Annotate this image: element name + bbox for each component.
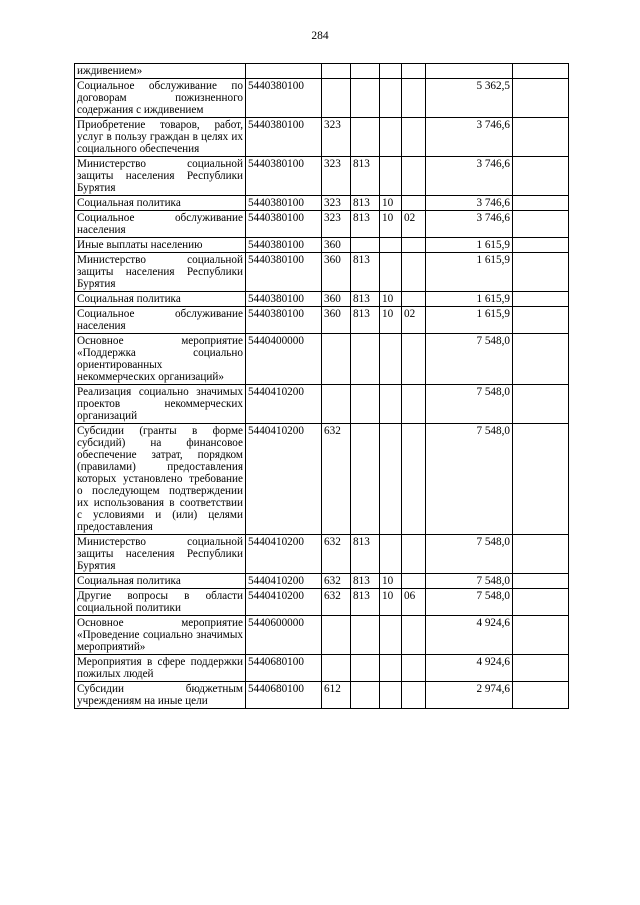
target-code: 5440680100 [246,655,322,682]
ministry-code: 813 [351,574,380,589]
subsection-code [402,64,426,79]
subsection-code [402,157,426,196]
expense-type: 632 [322,589,351,616]
table-row [75,385,569,424]
empty-column [513,64,569,79]
amount: 7 548,0 [426,424,513,535]
row-name: Министерство социальной защиты населения Республики Бурятия [75,157,246,196]
ministry-code: 813 [351,535,380,574]
empty-column [513,238,569,253]
empty-column [513,79,569,118]
row-name: Субсидии бюджетным учреждениям на иные цели [75,682,246,709]
expense-type: 323 [322,196,351,211]
section-code: 10 [380,292,402,307]
expense-type: 632 [322,424,351,535]
expense-type [322,385,351,424]
target-code: 5440380100 [246,238,322,253]
section-code: 10 [380,574,402,589]
ministry-code [351,655,380,682]
expense-type [322,616,351,655]
empty-column [513,253,569,292]
empty-column [513,157,569,196]
amount [426,64,513,79]
section-code [380,535,402,574]
empty-column [513,118,569,157]
subsection-code: 06 [402,589,426,616]
section-code: 10 [380,196,402,211]
row-name: Социальная политика [75,574,246,589]
subsection-code [402,292,426,307]
expense-type: 323 [322,118,351,157]
section-code [380,424,402,535]
subsection-code [402,238,426,253]
amount: 5 362,5 [426,79,513,118]
table-row [75,79,569,118]
target-code: 5440400000 [246,334,322,385]
table-row [75,616,569,655]
row-name: Мероприятия в сфере поддержки пожилых людей [75,655,246,682]
table-row [75,655,569,682]
target-code: 5440380100 [246,307,322,334]
section-code [380,64,402,79]
subsection-code [402,655,426,682]
target-code: 5440380100 [246,79,322,118]
table-row [75,535,569,574]
amount: 4 924,6 [426,655,513,682]
section-code [380,334,402,385]
amount: 7 548,0 [426,334,513,385]
table-row [75,424,569,535]
amount: 1 615,9 [426,292,513,307]
subsection-code [402,253,426,292]
ministry-code [351,238,380,253]
empty-column [513,655,569,682]
row-name: иждивением» [75,64,246,79]
empty-column [513,196,569,211]
table-row [75,682,569,709]
target-code: 5440680100 [246,682,322,709]
empty-column [513,589,569,616]
table-row [75,64,569,79]
row-name: Социальная политика [75,292,246,307]
subsection-code [402,682,426,709]
ministry-code [351,334,380,385]
target-code: 5440380100 [246,157,322,196]
empty-column [513,385,569,424]
table-row [75,238,569,253]
target-code: 5440410200 [246,589,322,616]
row-name: Иные выплаты населению [75,238,246,253]
amount: 7 548,0 [426,574,513,589]
row-name: Реализация социально значимых проектов некоммерческих организаций [75,385,246,424]
subsection-code [402,79,426,118]
expense-type [322,79,351,118]
ministry-code [351,682,380,709]
empty-column [513,334,569,385]
table-row [75,589,569,616]
expense-type: 323 [322,211,351,238]
ministry-code: 813 [351,292,380,307]
subsection-code [402,118,426,157]
empty-column [513,616,569,655]
target-code: 5440410200 [246,574,322,589]
ministry-code [351,64,380,79]
table-row [75,334,569,385]
table-row [75,196,569,211]
empty-column [513,292,569,307]
section-code [380,616,402,655]
amount: 3 746,6 [426,118,513,157]
section-code [380,253,402,292]
target-code: 5440410200 [246,535,322,574]
amount: 3 746,6 [426,157,513,196]
amount: 4 924,6 [426,616,513,655]
expense-type: 632 [322,574,351,589]
empty-column [513,535,569,574]
row-name: Социальное обслуживание по договорам пожизненного содержания с иждивением [75,79,246,118]
ministry-code [351,385,380,424]
amount: 3 746,6 [426,211,513,238]
empty-column [513,307,569,334]
amount: 3 746,6 [426,196,513,211]
subsection-code [402,424,426,535]
table-row [75,211,569,238]
section-code: 10 [380,589,402,616]
subsection-code [402,535,426,574]
target-code: 5440600000 [246,616,322,655]
subsection-code [402,334,426,385]
ministry-code: 813 [351,211,380,238]
amount: 1 615,9 [426,307,513,334]
section-code [380,682,402,709]
expense-type [322,334,351,385]
target-code: 5440410200 [246,385,322,424]
empty-column [513,211,569,238]
amount: 7 548,0 [426,535,513,574]
section-code [380,157,402,196]
section-code: 10 [380,307,402,334]
row-name: Основное мероприятие «Поддержка социально ориентированных некоммерческих организаций» [75,334,246,385]
table-row [75,253,569,292]
ministry-code [351,79,380,118]
amount: 2 974,6 [426,682,513,709]
section-code [380,655,402,682]
table-row [75,157,569,196]
ministry-code: 813 [351,196,380,211]
budget-table [74,63,569,709]
target-code: 5440380100 [246,211,322,238]
ministry-code: 813 [351,253,380,292]
ministry-code [351,118,380,157]
empty-column [513,424,569,535]
table-row [75,307,569,334]
subsection-code: 02 [402,211,426,238]
ministry-code [351,424,380,535]
subsection-code: 02 [402,307,426,334]
expense-type: 323 [322,157,351,196]
ministry-code [351,616,380,655]
target-code: 5440380100 [246,196,322,211]
row-name: Министерство социальной защиты населения Республики Бурятия [75,253,246,292]
section-code [380,79,402,118]
section-code [380,118,402,157]
row-name: Министерство социальной защиты населения Республики Бурятия [75,535,246,574]
target-code: 5440380100 [246,118,322,157]
ministry-code: 813 [351,307,380,334]
section-code [380,385,402,424]
table-row [75,292,569,307]
row-name: Приобретение товаров, работ, услуг в пользу граждан в целях их социального обеспечения [75,118,246,157]
subsection-code [402,574,426,589]
target-code: 5440380100 [246,253,322,292]
ministry-code: 813 [351,589,380,616]
expense-type: 612 [322,682,351,709]
subsection-code [402,616,426,655]
expense-type [322,64,351,79]
row-name: Социальное обслуживание населения [75,211,246,238]
target-code: 5440380100 [246,292,322,307]
amount: 7 548,0 [426,589,513,616]
row-name: Основное мероприятие «Проведение социально значимых мероприятий» [75,616,246,655]
row-name: Субсидии (гранты в форме субсидий) на финансовое обеспечение затрат, порядком (правилами) предоставления которых установлено требование о последующем подтверждении их использования в соответствии с условиями и (или) целями предоставления [75,424,246,535]
expense-type: 360 [322,253,351,292]
subsection-code [402,196,426,211]
amount: 1 615,9 [426,253,513,292]
row-name: Социальное обслуживание населения [75,307,246,334]
empty-column [513,682,569,709]
amount: 1 615,9 [426,238,513,253]
table-row [75,118,569,157]
table-row [75,574,569,589]
section-code [380,238,402,253]
section-code: 10 [380,211,402,238]
expense-type: 632 [322,535,351,574]
page-number: 284 [311,30,329,42]
row-name: Другие вопросы в области социальной политики [75,589,246,616]
ministry-code: 813 [351,157,380,196]
target-code [246,64,322,79]
empty-column [513,574,569,589]
row-name: Социальная политика [75,196,246,211]
amount: 7 548,0 [426,385,513,424]
expense-type: 360 [322,292,351,307]
table-body [75,64,569,709]
expense-type: 360 [322,238,351,253]
expense-type [322,655,351,682]
subsection-code [402,385,426,424]
expense-type: 360 [322,307,351,334]
target-code: 5440410200 [246,424,322,535]
